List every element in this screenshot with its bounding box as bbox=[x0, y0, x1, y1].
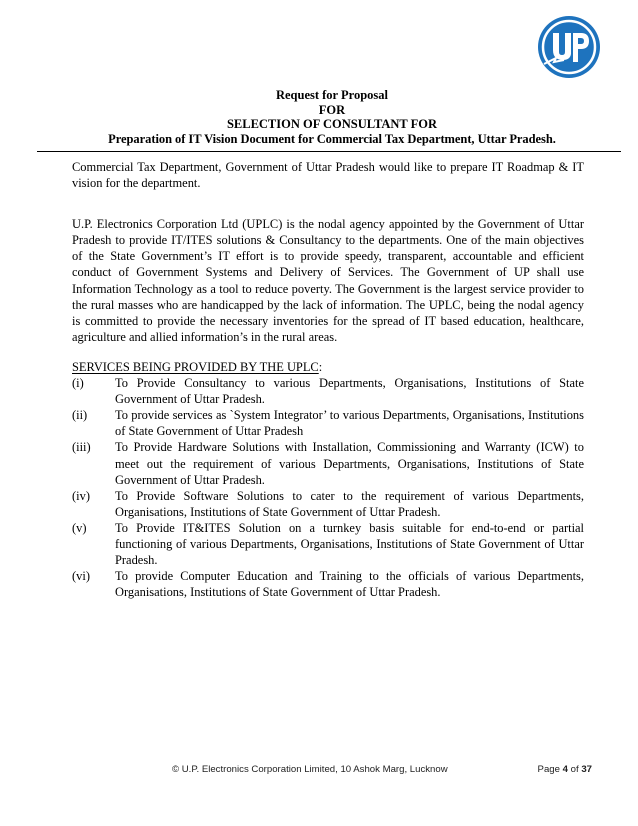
header-divider bbox=[37, 151, 621, 152]
list-item-text: To Provide Hardware Solutions with Installation, Commissioning and Warranty (ICW) to meet out the requirement of various Departments, Organisations, Institutions of State Government of Uttar Pradesh. bbox=[115, 440, 584, 487]
list-item bbox=[72, 488, 584, 520]
list-item-number: (v) bbox=[72, 520, 87, 535]
list-item-text: To provide services as `System Integrator’ to various Departments, Organisations, Institutions of State Government of Uttar Pradesh bbox=[115, 408, 584, 439]
list-item-text: To Provide Consultancy to various Departments, Organisations, Institutions of State Government of Uttar Pradesh. bbox=[115, 376, 584, 407]
page-of: of bbox=[570, 764, 579, 775]
services-heading bbox=[72, 359, 584, 375]
list-item bbox=[72, 568, 584, 600]
list-item-text: To Provide IT&ITES Solution on a turnkey basis suitable for end-to-end or partial functioning of various Departments, Organisations, Institutions of State Government of Uttar Pradesh. bbox=[115, 520, 584, 568]
list-item-number: (ii) bbox=[72, 408, 88, 423]
header-selection: SELECTION OF CONSULTANT FOR bbox=[226, 117, 438, 132]
list-item bbox=[72, 407, 584, 439]
page-label: Page bbox=[537, 764, 560, 775]
list-item-number: (i) bbox=[72, 376, 84, 391]
page-total: 37 bbox=[581, 764, 592, 775]
list-item bbox=[72, 439, 584, 487]
document-body bbox=[72, 159, 584, 600]
header-title: Request for Proposal bbox=[275, 88, 389, 102]
list-item-number: (iii) bbox=[72, 440, 91, 455]
services-list bbox=[72, 375, 584, 600]
list-item-text: To provide Computer Education and Training to the officials of various Departments, Organisations, Institutions of State Government of Uttar Pradesh. bbox=[115, 569, 584, 600]
page-current: 4 bbox=[562, 764, 568, 775]
uplc-paragraph: U.P. Electronics Corporation Ltd (UPLC) is the nodal agency appointed by the Government of Uttar Pradesh to provide IT/ITES solutions & Consultancy to the departments. One of the main objectives of the State Government’s IT effort is to provide speedy, transparent, accountable and efficient conduct of Government Systems and Delivery of Services. The Government of UP shall use Information Technology as a tool to reduce poverty. The Government is the largest service provider to the rural masses who are handicapped by the lack of information. The UPLC, being the nodal agency is committed to provide the necessary inventories for the spread of IT based education, healthcare, agriculture and allied information’s in the rural areas. bbox=[72, 217, 584, 344]
list-item-number: (vi) bbox=[72, 569, 90, 584]
document-header bbox=[40, 88, 624, 146]
intro-paragraph: Commercial Tax Department, Government of Uttar Pradesh would like to prepare IT Roadmap & IT vision for the department. bbox=[72, 160, 584, 191]
list-item bbox=[72, 375, 584, 407]
list-item-number: (iv) bbox=[72, 488, 90, 503]
list-item bbox=[72, 520, 584, 568]
services-heading-text: SERVICES BEING PROVIDED BY THE UPLC bbox=[72, 359, 319, 374]
page-footer bbox=[172, 762, 592, 778]
header-for: FOR bbox=[318, 102, 346, 117]
header-subject: Preparation of IT Vision Document for Commercial Tax Department, Uttar Pradesh. bbox=[108, 131, 556, 146]
uplc-logo-icon bbox=[536, 14, 602, 80]
services-heading-colon: : bbox=[318, 359, 323, 374]
page-number bbox=[538, 764, 592, 775]
footer-copyright: © U.P. Electronics Corporation Limited, 10 Ashok Marg, Lucknow bbox=[172, 764, 448, 775]
list-item-text: To Provide Software Solutions to cater to the requirement of various Departments, Organisations, Institutions of State Government of Uttar Pradesh. bbox=[115, 488, 584, 519]
